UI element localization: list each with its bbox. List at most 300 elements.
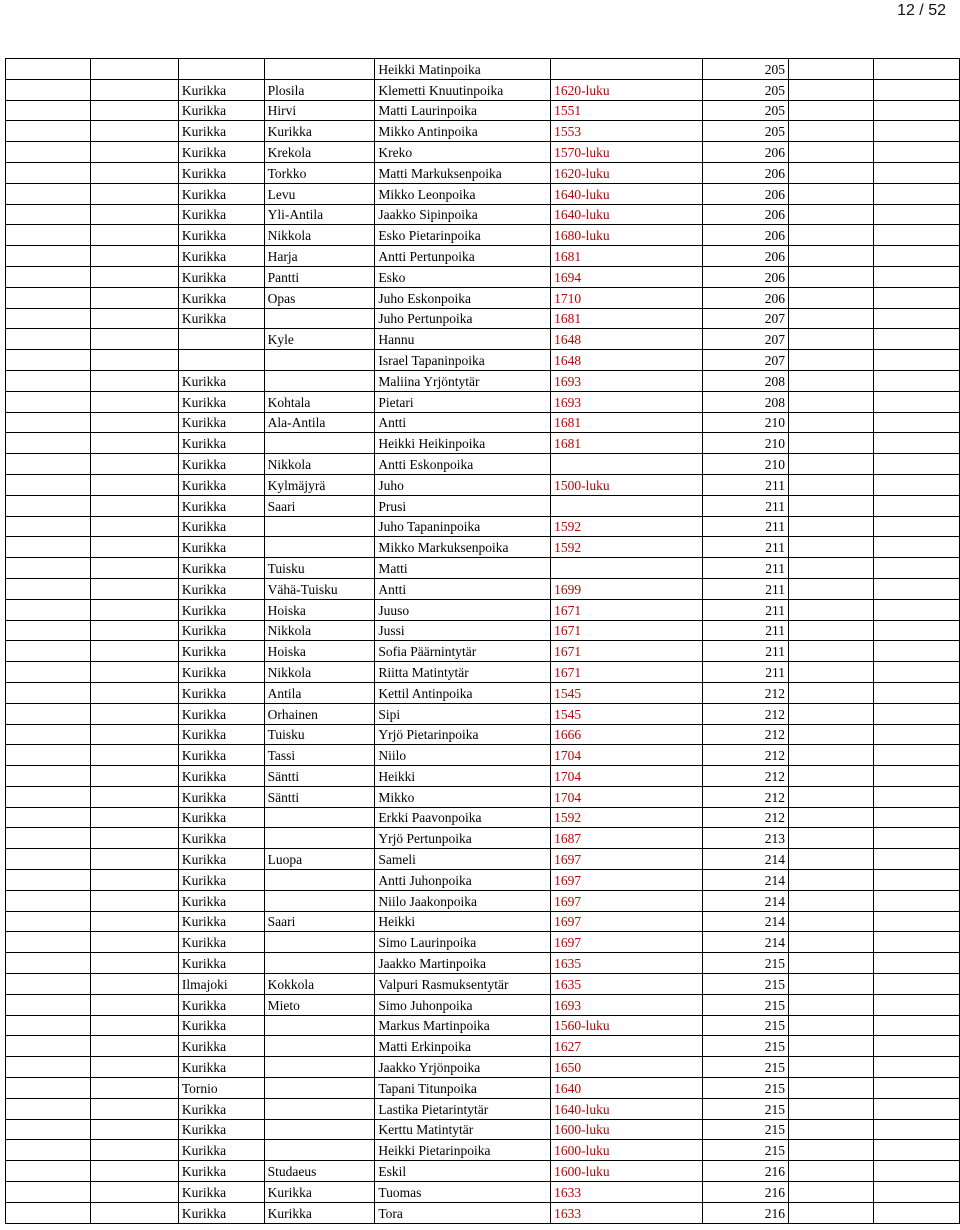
empty-cell [789,807,874,828]
farm-cell [264,370,375,391]
page-number-cell: 216 [703,1161,789,1182]
empty-cell [6,204,91,225]
empty-cell [91,225,178,246]
table-row [6,807,960,828]
empty-cell [874,620,960,641]
empty-cell [6,287,91,308]
empty-cell [874,225,960,246]
empty-cell [6,537,91,558]
person-name-cell: Antti Pertunpoika [375,246,551,267]
year-cell: 1681 [551,308,703,329]
empty-cell [874,266,960,287]
table-row [6,454,960,475]
page-number-cell: 215 [703,1119,789,1140]
empty-cell [874,786,960,807]
empty-cell [6,516,91,537]
empty-cell [874,828,960,849]
empty-cell [91,59,178,80]
person-name-cell: Kettil Antinpoika [375,682,551,703]
person-name-cell: Heikki [375,766,551,787]
person-name-cell: Riitta Matintytär [375,662,551,683]
empty-cell [91,599,178,620]
parish-cell: Kurikka [178,1161,264,1182]
empty-cell [874,142,960,163]
empty-cell [6,1182,91,1203]
empty-cell [874,391,960,412]
empty-cell [6,1202,91,1223]
farm-cell: Tassi [264,745,375,766]
empty-cell [91,1182,178,1203]
page-number-cell: 214 [703,890,789,911]
empty-cell [6,911,91,932]
farm-cell: Levu [264,183,375,204]
empty-cell [789,1036,874,1057]
empty-cell [789,724,874,745]
page-number-cell: 211 [703,537,789,558]
table-row [6,870,960,891]
table-row [6,350,960,371]
empty-cell [6,870,91,891]
empty-cell [91,308,178,329]
table-row [6,495,960,516]
empty-cell [874,412,960,433]
empty-cell [91,578,178,599]
table-row [6,183,960,204]
empty-cell [789,558,874,579]
empty-cell [91,724,178,745]
parish-cell: Kurikka [178,433,264,454]
empty-cell [789,537,874,558]
parish-cell: Kurikka [178,1015,264,1036]
empty-cell [789,370,874,391]
person-name-cell: Antti [375,412,551,433]
empty-cell [91,1015,178,1036]
person-name-cell: Kreko [375,142,551,163]
year-cell: 1500-luku [551,474,703,495]
farm-cell: Säntti [264,786,375,807]
person-name-cell: Maliina Yrjöntytär [375,370,551,391]
table-row [6,391,960,412]
empty-cell [789,849,874,870]
person-name-cell: Klemetti Knuutinpoika [375,79,551,100]
parish-cell: Kurikka [178,1098,264,1119]
year-cell: 1687 [551,828,703,849]
person-name-cell: Yrjö Pertunpoika [375,828,551,849]
person-name-cell: Kerttu Matintytär [375,1119,551,1140]
empty-cell [91,932,178,953]
empty-cell [6,890,91,911]
empty-cell [789,350,874,371]
empty-cell [874,911,960,932]
empty-cell [91,79,178,100]
empty-cell [6,599,91,620]
parish-cell: Kurikka [178,766,264,787]
table-row [6,204,960,225]
page-number-cell: 214 [703,849,789,870]
person-name-cell: Jussi [375,620,551,641]
empty-cell [874,100,960,121]
parish-cell: Kurikka [178,266,264,287]
empty-cell [789,1140,874,1161]
parish-cell: Kurikka [178,121,264,142]
empty-cell [789,870,874,891]
empty-cell [874,849,960,870]
empty-cell [789,287,874,308]
table-row [6,433,960,454]
empty-cell [874,662,960,683]
empty-cell [874,59,960,80]
page-number-cell: 216 [703,1202,789,1223]
parish-cell: Kurikka [178,1140,264,1161]
empty-cell [6,766,91,787]
year-cell: 1650 [551,1057,703,1078]
table-row [6,953,960,974]
page-number-cell: 206 [703,183,789,204]
parish-cell: Kurikka [178,454,264,475]
table-row [6,370,960,391]
empty-cell [91,558,178,579]
parish-cell: Kurikka [178,162,264,183]
empty-cell [874,454,960,475]
year-cell: 1693 [551,391,703,412]
farm-cell: Krekola [264,142,375,163]
farm-cell [264,1140,375,1161]
parish-cell: Kurikka [178,246,264,267]
empty-cell [91,1036,178,1057]
year-cell: 1627 [551,1036,703,1057]
farm-cell [264,807,375,828]
farm-cell: Saari [264,495,375,516]
parish-cell: Kurikka [178,724,264,745]
empty-cell [6,79,91,100]
table-row [6,412,960,433]
register-table [5,58,960,1224]
empty-cell [874,183,960,204]
parish-cell: Kurikka [178,620,264,641]
year-cell: 1551 [551,100,703,121]
empty-cell [6,162,91,183]
empty-cell [6,1161,91,1182]
table-row [6,724,960,745]
year-cell: 1697 [551,932,703,953]
page-number-cell: 210 [703,433,789,454]
year-cell: 1640-luku [551,183,703,204]
farm-cell: Kyle [264,329,375,350]
parish-cell: Kurikka [178,1182,264,1203]
empty-cell [6,225,91,246]
empty-cell [789,121,874,142]
empty-cell [91,1140,178,1161]
year-cell: 1592 [551,537,703,558]
page-number-cell: 211 [703,558,789,579]
page-number-cell: 211 [703,474,789,495]
person-name-cell: Juho [375,474,551,495]
empty-cell [874,1140,960,1161]
parish-cell: Ilmajoki [178,974,264,995]
table-row [6,1036,960,1057]
table-row [6,474,960,495]
parish-cell: Kurikka [178,142,264,163]
empty-cell [874,1202,960,1223]
empty-cell [91,350,178,371]
parish-cell: Kurikka [178,807,264,828]
person-name-cell: Tuomas [375,1182,551,1203]
empty-cell [6,641,91,662]
empty-cell [874,766,960,787]
empty-cell [789,308,874,329]
page-number-cell: 205 [703,121,789,142]
year-cell: 1694 [551,266,703,287]
empty-cell [91,974,178,995]
empty-cell [91,412,178,433]
farm-cell: Yli-Antila [264,204,375,225]
person-name-cell: Sofia Päärnintytär [375,641,551,662]
page-number-cell: 210 [703,412,789,433]
year-cell: 1704 [551,786,703,807]
viewer-toolbar [0,0,960,24]
empty-cell [874,370,960,391]
empty-cell [874,1057,960,1078]
empty-cell [91,454,178,475]
empty-cell [6,308,91,329]
empty-cell [789,932,874,953]
page-number-cell: 215 [703,1078,789,1099]
empty-cell [874,287,960,308]
empty-cell [91,849,178,870]
parish-cell: Kurikka [178,516,264,537]
table-row [6,329,960,350]
empty-cell [789,745,874,766]
empty-cell [6,578,91,599]
farm-cell: Hirvi [264,100,375,121]
empty-cell [6,142,91,163]
register-body [6,59,960,1224]
empty-cell [91,162,178,183]
empty-cell [874,121,960,142]
person-name-cell: Tapani Titunpoika [375,1078,551,1099]
empty-cell [789,1119,874,1140]
empty-cell [789,1182,874,1203]
farm-cell: Hoiska [264,599,375,620]
empty-cell [91,537,178,558]
empty-cell [91,1202,178,1223]
year-cell [551,495,703,516]
person-name-cell: Juho Eskonpoika [375,287,551,308]
parish-cell: Kurikka [178,641,264,662]
parish-cell: Kurikka [178,890,264,911]
farm-cell: Antila [264,682,375,703]
table-row [6,142,960,163]
empty-cell [91,266,178,287]
page-number-cell: 206 [703,266,789,287]
table-row [6,1057,960,1078]
parish-cell: Kurikka [178,537,264,558]
year-cell: 1635 [551,953,703,974]
year-cell: 1671 [551,641,703,662]
empty-cell [789,59,874,80]
table-row [6,1119,960,1140]
empty-cell [789,246,874,267]
empty-cell [789,641,874,662]
farm-cell: Orhainen [264,703,375,724]
empty-cell [789,495,874,516]
empty-cell [6,391,91,412]
parish-cell: Kurikka [178,370,264,391]
empty-cell [874,329,960,350]
empty-cell [789,100,874,121]
empty-cell [789,994,874,1015]
empty-cell [789,682,874,703]
year-cell: 1545 [551,703,703,724]
empty-cell [6,183,91,204]
parish-cell: Kurikka [178,682,264,703]
person-name-cell: Antti Juhonpoika [375,870,551,891]
empty-cell [91,745,178,766]
farm-cell [264,1098,375,1119]
empty-cell [91,1078,178,1099]
empty-cell [6,662,91,683]
table-row [6,225,960,246]
empty-cell [789,953,874,974]
year-cell: 1640-luku [551,204,703,225]
empty-cell [789,433,874,454]
empty-cell [789,599,874,620]
table-row [6,641,960,662]
empty-cell [874,641,960,662]
empty-cell [91,287,178,308]
page-number-cell: 211 [703,662,789,683]
table-row [6,994,960,1015]
farm-cell: Hoiska [264,641,375,662]
parish-cell: Kurikka [178,412,264,433]
farm-cell: Nikkola [264,225,375,246]
farm-cell: Tuisku [264,558,375,579]
farm-cell [264,59,375,80]
person-name-cell: Mikko [375,786,551,807]
page-number-cell: 215 [703,1036,789,1057]
page-number-cell: 208 [703,391,789,412]
parish-cell: Kurikka [178,225,264,246]
empty-cell [874,1119,960,1140]
person-name-cell: Matti Erkinpoika [375,1036,551,1057]
empty-cell [91,1057,178,1078]
table-row [6,620,960,641]
empty-cell [91,142,178,163]
person-name-cell: Lastika Pietarintytär [375,1098,551,1119]
table-row [6,100,960,121]
farm-cell: Nikkola [264,454,375,475]
empty-cell [789,391,874,412]
empty-cell [91,474,178,495]
year-cell: 1697 [551,911,703,932]
table-row [6,516,960,537]
farm-cell [264,828,375,849]
person-name-cell: Esko Pietarinpoika [375,225,551,246]
year-cell: 1620-luku [551,79,703,100]
parish-cell: Kurikka [178,183,264,204]
empty-cell [874,474,960,495]
table-row [6,558,960,579]
empty-cell [6,703,91,724]
farm-cell: Tuisku [264,724,375,745]
empty-cell [6,495,91,516]
empty-cell [789,620,874,641]
table-row [6,828,960,849]
empty-cell [789,79,874,100]
table-row [6,1202,960,1223]
empty-cell [91,433,178,454]
empty-cell [6,100,91,121]
empty-cell [6,1140,91,1161]
person-name-cell: Antti Eskonpoika [375,454,551,475]
person-name-cell: Juho Pertunpoika [375,308,551,329]
empty-cell [6,807,91,828]
person-name-cell: Heikki [375,911,551,932]
page-number-cell: 206 [703,246,789,267]
year-cell: 1592 [551,516,703,537]
empty-cell [6,1015,91,1036]
empty-cell [874,890,960,911]
farm-cell [264,1036,375,1057]
year-cell: 1633 [551,1182,703,1203]
year-cell: 1681 [551,246,703,267]
person-name-cell: Sipi [375,703,551,724]
page-number-cell: 211 [703,578,789,599]
person-name-cell: Sameli [375,849,551,870]
empty-cell [6,412,91,433]
year-cell: 1681 [551,433,703,454]
person-name-cell: Juho Tapaninpoika [375,516,551,537]
farm-cell: Luopa [264,849,375,870]
page-number-cell: 205 [703,100,789,121]
year-cell: 1640 [551,1078,703,1099]
empty-cell [789,703,874,724]
empty-cell [6,474,91,495]
parish-cell: Kurikka [178,204,264,225]
person-name-cell: Markus Martinpoika [375,1015,551,1036]
empty-cell [91,620,178,641]
year-cell: 1648 [551,329,703,350]
page-number-cell: 215 [703,953,789,974]
person-name-cell: Jaakko Sipinpoika [375,204,551,225]
year-cell: 1671 [551,662,703,683]
page-number-cell: 212 [703,703,789,724]
empty-cell [874,246,960,267]
table-row [6,308,960,329]
person-name-cell: Matti Laurinpoika [375,100,551,121]
empty-cell [874,1098,960,1119]
table-row [6,662,960,683]
table-row [6,246,960,267]
year-cell: 1600-luku [551,1140,703,1161]
empty-cell [91,246,178,267]
empty-cell [874,558,960,579]
page-number-cell: 210 [703,454,789,475]
empty-cell [91,994,178,1015]
empty-cell [789,1161,874,1182]
person-name-cell: Simo Laurinpoika [375,932,551,953]
page-number-cell: 206 [703,204,789,225]
empty-cell [6,1078,91,1099]
empty-cell [6,558,91,579]
empty-cell [6,724,91,745]
empty-cell [6,932,91,953]
empty-cell [91,204,178,225]
table-row [6,79,960,100]
year-cell: 1560-luku [551,1015,703,1036]
page-number-cell: 214 [703,870,789,891]
year-cell: 1640-luku [551,1098,703,1119]
